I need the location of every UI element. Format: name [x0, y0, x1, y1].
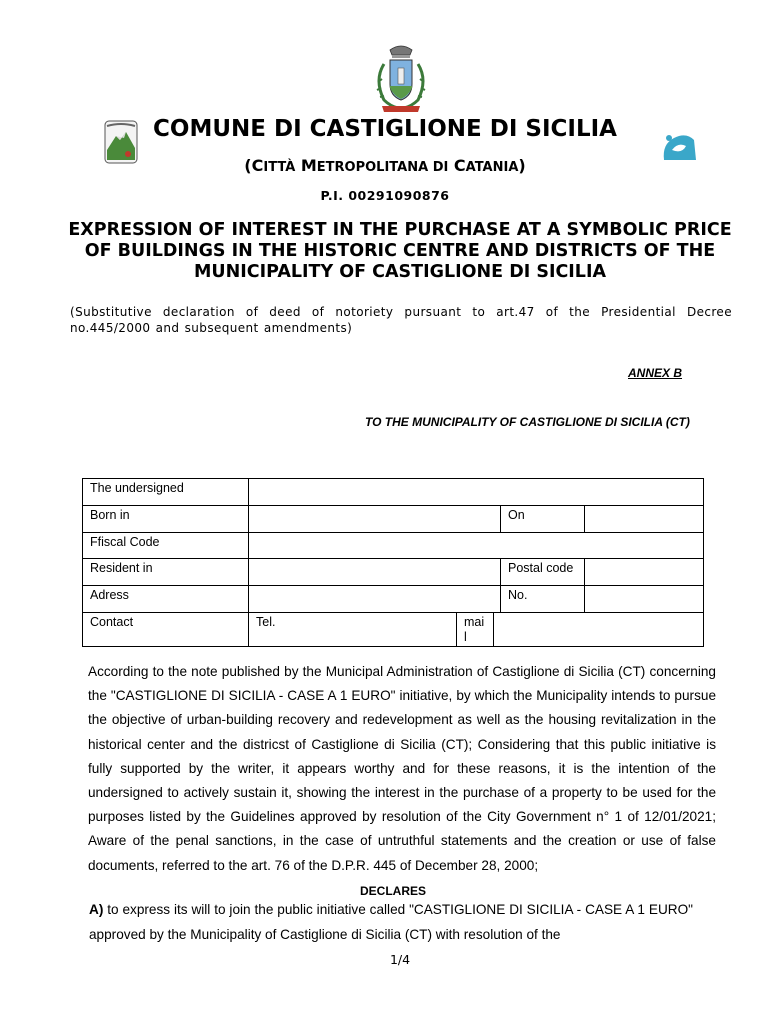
house-number-label: No. — [500, 585, 585, 613]
addressee: TO THE MUNICIPALITY OF CASTIGLIONE DI SICILIA (CT) — [365, 415, 690, 429]
subtitle-part: M — [295, 156, 317, 175]
declaration-note: (Substitutive declaration of deed of notoriety pursuant to art.47 of the Presidential Decree no.445/2000 and subsequent amendments) — [70, 305, 732, 335]
born-in-label: Born in — [82, 505, 249, 533]
resident-in-field[interactable] — [248, 558, 501, 586]
subtitle-part: ) — [518, 156, 526, 175]
subtitle-part: DI — [428, 160, 449, 175]
birth-date-label: On — [500, 505, 585, 533]
annex-label: ANNEX B — [628, 366, 683, 380]
declaration-item-a — [89, 898, 693, 947]
vat-number: P.I. 00291090876 — [320, 188, 450, 203]
address-label: Adress — [82, 585, 249, 613]
subtitle-part: ITTÀ — [263, 160, 296, 175]
personal-data-form — [82, 478, 704, 647]
metropolitan-city-subtitle — [0, 156, 770, 175]
born-in-field[interactable] — [248, 505, 501, 533]
item-a-label: A) — [89, 902, 104, 917]
subtitle-part: (C — [244, 156, 264, 175]
page-number: 1/4 — [389, 952, 411, 967]
address-field[interactable] — [248, 585, 501, 613]
coat-of-arms-icon — [368, 42, 434, 116]
house-number-field[interactable] — [584, 585, 704, 613]
item-a-text: to express its will to join the public initiative called "CASTIGLIONE DI SICILIA - CASE A 1 EURO" approved by the Municipality of Castiglione di Sicilia (CT) with resolution of the — [89, 902, 693, 942]
fiscal-code-label: Ffiscal Code — [82, 532, 249, 559]
telephone-field[interactable]: Tel. — [248, 612, 457, 647]
fiscal-code-field[interactable] — [248, 532, 704, 559]
subtitle-part: ATANIA — [465, 160, 519, 175]
undersigned-label: The undersigned — [82, 478, 249, 506]
subtitle-part: ETROPOLITANA — [316, 160, 429, 175]
subtitle-part: C — [448, 156, 466, 175]
postal-code-label: Postal code — [500, 558, 585, 586]
postal-code-field[interactable] — [584, 558, 704, 586]
body-paragraph: According to the note published by the Municipal Administration of Castiglione di Sicilia (CT) concerning the "CASTIGLIONE DI SICILIA - CASE A 1 EURO" initiative, by which the Municipality intends to pursue the objective of urban-building recovery and redevelopment as well as the housing revitalization in the historical center and the districst of Castiglione di Sicilia (CT); Considering that this public initiative is fully supported by the writer, it appears worthy and for these reasons, it is the intention of the undersigned to actively sustain it, showing the interest in the purchase of a property to be used for the purposes listed by the Guidelines approved by resolution of the City Government n° 1 of 12/01/2021; Aware of the penal sanctions, in the case of untruthful statements and the creation or use of false documents, referred to the art. 76 of the D.P.R. 445 of December 28, 2000; — [88, 664, 716, 873]
undersigned-field[interactable] — [248, 478, 704, 506]
resident-in-label: Resident in — [82, 558, 249, 586]
declares-heading: DECLARES — [359, 884, 426, 898]
email-label: mai l — [456, 612, 494, 647]
contact-label: Contact — [82, 612, 249, 647]
municipality-title: COMUNE DI CASTIGLIONE DI SICILIA — [153, 116, 617, 142]
email-field[interactable] — [493, 612, 704, 647]
document-heading: EXPRESSION OF INTEREST IN THE PURCHASE AT A SYMBOLIC PRICE OF BUILDINGS IN THE HISTORIC CENTRE AND DISTRICTS OF THE MUNICIPALITY OF CASTIGLIONE DI SICILIA — [68, 220, 732, 282]
birth-date-field[interactable] — [584, 505, 704, 533]
